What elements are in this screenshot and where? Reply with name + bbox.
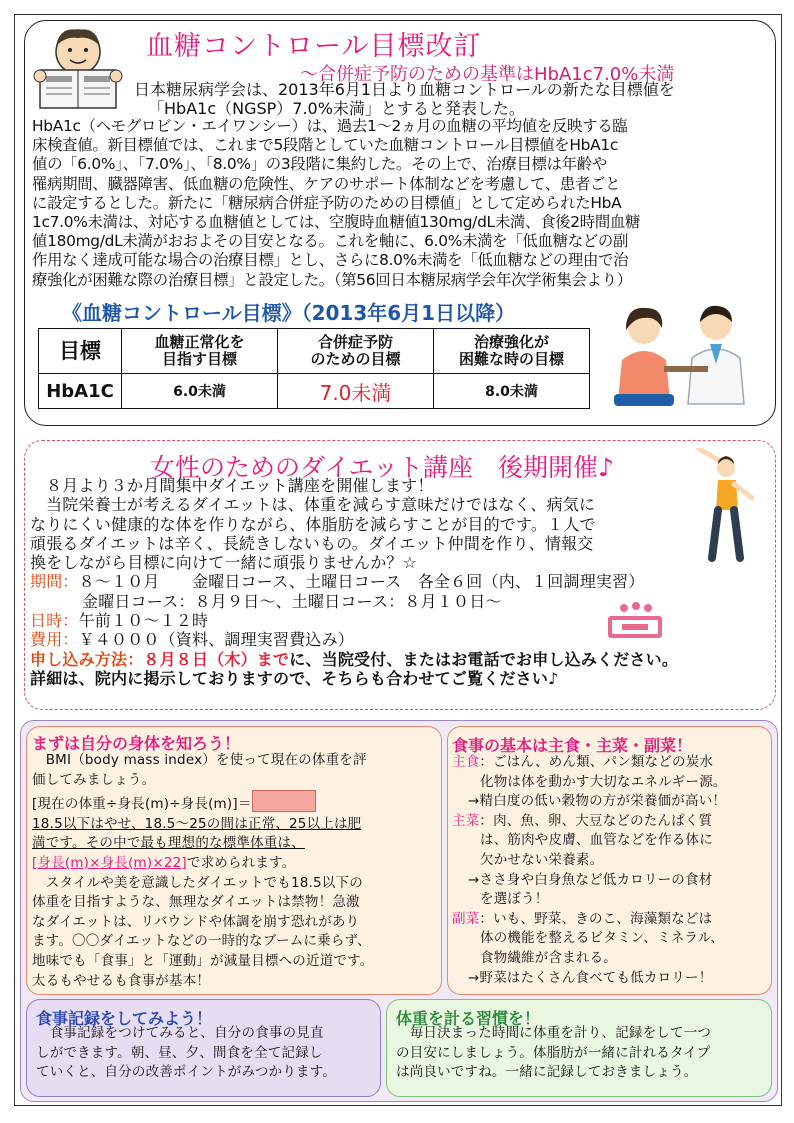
glucose-target-table [38, 328, 590, 409]
meal-line: 欠かせない栄養素。 [480, 851, 604, 868]
header-text: 目指す目標 [161, 350, 237, 368]
apply-text: に、当院受付、またはお電話でお申し込みください。 [289, 649, 679, 669]
course-period-detail: 金曜日コース：８月９日～、土曜日コース：８月１０日～ [82, 591, 502, 611]
bmi-line [32, 854, 432, 874]
apply-label: 申し込み方法： [30, 649, 144, 669]
meal-line: は、筋肉や皮膚、血管などを作る体に [480, 832, 713, 849]
body-line: 作用なく達成可能な場合の治療目標」とし、さらに8.0%未満を「低血糖などの理由で治 [32, 251, 629, 270]
body-line: 1c7.0%未満は、対応する血糖値としては、空腹時血糖値130mg/dL未満、食後2時間血糖 [32, 213, 641, 232]
bmi-text [32, 751, 432, 991]
period-label: 期間： [30, 572, 79, 592]
record-line: ていくと、自分の改善ポイントがみつかります。 [36, 1064, 337, 1081]
meal-line: →野菜はたくさん食べても低カロリー！ [468, 969, 713, 986]
stretching-woman-illustration [688, 448, 768, 566]
header-text: のための目標 [310, 350, 401, 368]
bmi-line: 18.5以下はやせ、18.5～25の間は正常、25以上は肥 [32, 815, 362, 832]
bmi-line: なダイエットは、リバウンドや体調を崩す恐れがあり [32, 913, 360, 930]
target-table-title: 《血糖コントロール目標》（2013年6月1日以降） [62, 301, 516, 325]
bmi-line: 価してみましょう。 [32, 771, 156, 788]
staple-text: ：ごはん、めん類、パン類などの炭水 [479, 754, 714, 770]
header-text: 治療強化が [473, 333, 549, 351]
weigh-habit-text [396, 1024, 768, 1083]
body-line: 療強化が困難な際の治療目標」と設定した。（第56回日本糖尿病学会年次学術集会より） [32, 270, 632, 289]
side-dish-label: 副菜 [452, 910, 480, 927]
header-text: 困難な時の目標 [458, 350, 564, 368]
body-line: 罹病期間、臓器障害、低血糖の危険性、ケアのサポート体制などを考慮して、患者ごと [32, 174, 621, 193]
weigh-line: の目安にしましょう。体脂肪が一緒に計れるタイプ [396, 1044, 711, 1061]
formula-suffix: で求められます。 [186, 854, 296, 871]
bmi-line: スタイルや美を意識したダイエットでも18.5以下の [32, 874, 363, 891]
meal-basics-heading: 食事の基本は主食・主菜・副菜！ [452, 736, 693, 755]
meal-line: 化物は体を動かす大切なエネルギー源。 [480, 773, 727, 790]
hba1c-lead [134, 80, 774, 118]
record-line: しができます。朝、昼、夕、間食を全て記録し [36, 1044, 323, 1061]
meal-line [452, 812, 767, 832]
table-header [278, 329, 434, 374]
meal-line: を選ぼう！ [480, 891, 549, 908]
lead-line: 日本糖尿病学会は、2013年6月1日より血糖コントロールの新たな目標値を [134, 80, 675, 99]
newspaper-reader-illustration [30, 26, 126, 110]
bmi-heading: まずは自分の身体を知ろう！ [32, 734, 241, 753]
formula-text: [現在の体重÷身長(m)÷身長(m)]＝ [32, 796, 252, 813]
weigh-habit-heading: 体重を計る習慣を！ [396, 1009, 541, 1028]
meal-line: 食物繊維が含まれる。 [480, 949, 617, 966]
table-row [39, 374, 590, 409]
main-dish-text: ：肉、魚、卵、大豆などのたんぱく質 [479, 812, 713, 829]
table-cell: 7.0未満 [278, 374, 434, 409]
body-line: 床検査値。新目標値では、これまで5段階としていた血糖コントロール目標値をHbA1c [32, 136, 618, 155]
period-value: ８～１０月 金曜日コース、土曜日コース 各全６回（内、１回調理実習） [78, 572, 645, 592]
table-cell: 8.0未満 [434, 374, 590, 409]
header-text: 血糖正常化を [154, 333, 245, 351]
bmi-line: 地味でも「食事」と「運動」が減量目標への近道です。 [32, 952, 374, 969]
meal-basics-text [452, 753, 767, 988]
side-dish-text: ：いも、野菜、きのこ、海藻類などは [479, 910, 713, 927]
food-record-text [36, 1024, 376, 1083]
hba1c-body [32, 117, 772, 290]
table-cell: HbA1C [39, 374, 122, 409]
food-record-heading: 食事記録をしてみよう！ [36, 1009, 213, 1028]
body-line: 値180mg/dL未満がおおよその目安となる。これを軸に、6.0%未満を「低血糖などの副 [32, 232, 629, 251]
course-line: 当院栄養士が考えるダイエットは、体重を減らす意味だけではなく、病気に [46, 495, 596, 515]
table-header: 目標 [39, 329, 122, 374]
meal-line [452, 910, 767, 930]
main-dish-label: 主菜 [452, 812, 480, 829]
body-line: 値の「6.0%」、「7.0%」、「8.0%」の3段階に集約した。その上で、治療目標は年齢や [32, 155, 607, 174]
weigh-line: 毎日決まった時間に体重を計り、記録をして一つ [396, 1025, 712, 1041]
apply-deadline: ８月８日（木）まで [143, 649, 290, 669]
table-header [434, 329, 590, 374]
fee-value: ￥４０００（資料、調理実習費込み） [78, 630, 355, 650]
weigh-line: は尚良いですね。一緒に記録しておきましょう。 [396, 1064, 698, 1081]
staple-label: 主食 [452, 754, 480, 770]
course-line: 換をしながら目標に向けて一緒に頑張りませんか？☆ [30, 553, 418, 573]
meal-line: →ささ身や白身魚など低カロリーの食材 [468, 871, 713, 888]
bmi-line: BMI（body mass index）を使って現在の体重を評 [32, 752, 367, 768]
cooking-class-icon [604, 598, 666, 644]
meal-line: 体の機能を整えるビタミン、ミネラル、 [480, 930, 725, 947]
course-apply [30, 650, 730, 669]
table-header-row [39, 329, 590, 374]
doctor-consultation-illustration [604, 300, 764, 410]
diet-course-body [30, 476, 730, 688]
course-line: ８月より３か月間集中ダイエット講座を開催します！ [46, 476, 434, 495]
bmi-result-box [252, 790, 316, 812]
lead-line: 「HbA1c（NGSP）7.0%未満」とすると発表した。 [148, 99, 525, 118]
course-line: 頑張るダイエットは辛く、長続きしないもの。ダイエット仲間を作り、情報交 [30, 533, 594, 553]
meal-line [452, 753, 767, 773]
course-line: なりにくい健康的な体を作りながら、体脂肪を減らすことが目的です。１人で [30, 514, 596, 534]
meal-line: →精白度の低い穀物の方が栄養価が高い！ [468, 793, 727, 810]
table-header [122, 329, 278, 374]
bmi-formula [32, 790, 432, 815]
body-line: HbA1c（ヘモグロビン・エイワンシー）は、過去1～2ヵ月の血糖の平均値を反映する臨 [32, 117, 628, 135]
bmi-line: ます。〇〇ダイエットなどの一時的なブームに乗らず、 [32, 933, 371, 950]
hba1c-title: 血糖コントロール目標改訂 [146, 31, 482, 62]
time-value: 午前１０～１２時 [78, 611, 209, 631]
bmi-line: 太るもやせるも食事が基本！ [32, 972, 211, 989]
body-line: に設定するとした。新たに「糖尿病合併症予防のための目標値」として定められたHbA [32, 193, 622, 212]
ideal-weight-formula: [身長(m)×身長(m)×22] [32, 854, 187, 871]
course-period [30, 572, 730, 591]
bmi-line: 満です。その中で最も理想的な標準体重は、 [32, 835, 305, 852]
fee-label: 費用： [30, 630, 79, 650]
hba1c-subtitle: ～合併症予防のための基準はHbA1c7.0%未満 [300, 64, 675, 85]
time-label: 日時： [30, 611, 79, 631]
table-cell: 6.0未満 [122, 374, 278, 409]
header-text: 合併症予防 [317, 333, 393, 351]
diet-course-title: 女性のためのダイエット講座 後期開催♪ [150, 453, 614, 482]
course-line: 詳細は、院内に掲示しておりますので、そちらも合わせてご覧ください♪ [30, 668, 559, 688]
record-line: 食事記録をつけてみると、自分の食事の見直 [36, 1025, 324, 1041]
bmi-line: 体重を目指すような、無理なダイエットは禁物！急激 [32, 894, 360, 911]
